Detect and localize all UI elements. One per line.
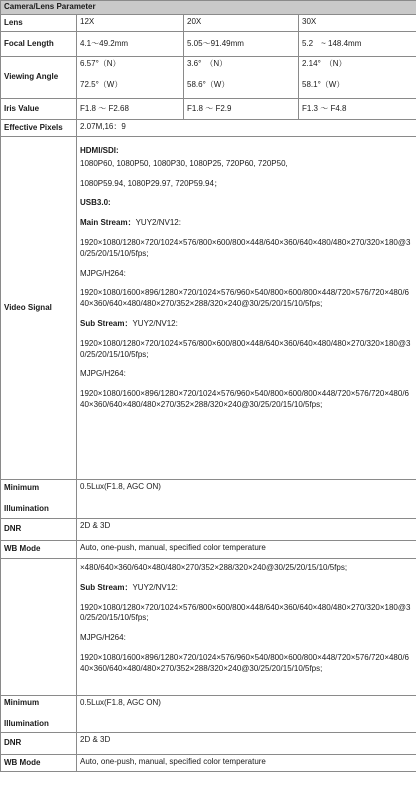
viewing-30x-n: 2.14° （N） (302, 59, 347, 68)
viewing-12x-w: 72.5°（W） (80, 79, 123, 89)
wb-mode-value: Auto, one-push, manual, specified color temperature (77, 541, 416, 559)
lens-12x: 12X (77, 15, 184, 32)
sub-yuy-resolutions: 1920×1080/1280×720/1024×576/800×600/800×448/640×360/640×480/480×270/320×180@30/25/20/15/10/5fps; (80, 338, 411, 359)
lens-label: Lens (1, 15, 77, 32)
wb-mode-label-b: WB Mode (1, 755, 77, 772)
cont-sub-yuy-resolutions: 1920×1080/1280×720/1024×576/800×600/800×448/640×360/640×480/480×270/320×180@30/25/20/15/10/5fps; (80, 602, 411, 623)
cont-sub-mjpg-format: MJPG/H264: (80, 633, 126, 643)
hdmi-line-1: 1080P60, 1080P50, 1080P30, 1080P25, 720P60, 720P50, (80, 158, 288, 168)
lens-30x: 30X (299, 15, 416, 32)
effective-pixels-value: 2.07M,16：9 (77, 120, 416, 137)
main-mjpg-format: MJPG/H264: (80, 268, 126, 278)
main-stream-heading: Main Stream： (80, 218, 136, 228)
cont-sub-stream-heading: Sub Stream： (80, 582, 133, 592)
video-signal-continued (77, 559, 416, 696)
viewing-12x (77, 57, 184, 99)
sub-stream-heading: Sub Stream： (80, 318, 133, 328)
min-illumination-label-b (1, 696, 77, 733)
table-title: Camera/Lens Parameter (1, 1, 416, 15)
usb-heading: USB3.0: (80, 198, 111, 208)
main-yuy-format: YUY2/NV12: (135, 218, 181, 228)
cont-sub-yuy-format: YUY2/NV12: (132, 582, 178, 592)
video-signal-label: Video Signal (1, 137, 77, 480)
focal-length-label: Focal Length (1, 32, 77, 57)
min-illumination-label-b-2: Illumination (4, 719, 49, 728)
min-illumination-value: 0.5Lux(F1.8, AGC ON) (77, 480, 416, 519)
viewing-30x-w: 58.1°（W） (302, 79, 345, 89)
viewing-20x-w: 58.6°（W） (187, 79, 230, 89)
dnr-value-b: 2D & 3D (77, 733, 416, 755)
min-illumination-label-2: Illumination (4, 504, 49, 513)
viewing-20x-n: 3.6° （N） (187, 59, 228, 68)
wb-mode-label: WB Mode (1, 541, 77, 559)
focal-20x: 5.05～91.49mm (184, 32, 299, 57)
iris-label: Iris Value (1, 99, 77, 120)
continued-label-cell (1, 559, 77, 696)
main-yuy-resolutions: 1920×1080/1280×720/1024×576/800×600/800×448/640×360/640×480/480×270/320×180@30/25/20/15/10/5fps; (80, 237, 411, 258)
cont-sub-mjpg-resolutions: 1920×1080/1600×896/1280×720/1024×576/960×540/800×600/800×448/720×576/720×480/640×360/640×480/480×270/352×288/320×240@30/25/20/15/10/5fps; (80, 652, 410, 673)
iris-12x: F1.8 ～ F2.68 (77, 99, 184, 120)
effective-pixels-label: Effective Pixels (1, 120, 77, 137)
viewing-30x (299, 57, 416, 99)
dnr-label: DNR (1, 519, 77, 541)
min-illumination-label-1: Minimum (4, 483, 40, 493)
cont-mjpg-tail: ×480/640×360/640×480/480×270/352×288/320×240@30/25/20/15/10/5fps; (80, 563, 348, 572)
focal-12x: 4.1～49.2mm (77, 32, 184, 57)
viewing-12x-n: 6.57°（N） (80, 59, 121, 68)
min-illumination-label (1, 480, 77, 519)
lens-20x: 20X (184, 15, 299, 32)
focal-30x: 5.2 ~ 148.4mm (299, 32, 416, 57)
video-signal-value (77, 137, 416, 480)
dnr-label-b: DNR (1, 733, 77, 755)
iris-20x: F1.8 ～ F2.9 (184, 99, 299, 120)
dnr-value: 2D & 3D (77, 519, 416, 541)
viewing-angle-label: Viewing Angle (1, 57, 77, 99)
sub-mjpg-format: MJPG/H264: (80, 369, 126, 379)
sub-mjpg-resolutions: 1920×1080/1600×896/1280×720/1024×576/960×540/800×600/800×448/720×576/720×480/640×360/640×480/480×270/352×288/320×240@30/25/20/15/10/5fps; (80, 389, 410, 409)
hdmi-line-2: 1080P59.94, 1080P29.97, 720P59.94； (80, 178, 222, 188)
viewing-20x (184, 57, 299, 99)
min-illumination-value-b: 0.5Lux(F1.8, AGC ON) (77, 696, 416, 733)
sub-yuy-format: YUY2/NV12: (132, 318, 178, 328)
main-mjpg-resolutions: 1920×1080/1600×896/1280×720/1024×576/960×540/800×600/800×448/720×576/720×480/640×360/640×480/480×270/352×288/320×240@30/25/20/15/10/5fps; (80, 288, 410, 309)
hdmi-heading: HDMI/SDI: (80, 146, 119, 155)
iris-30x: F1.3 ～ F4.8 (299, 99, 416, 120)
wb-mode-value-b: Auto, one-push, manual, specified color temperature (77, 755, 416, 772)
min-illumination-label-b-1: Minimum (4, 698, 40, 708)
